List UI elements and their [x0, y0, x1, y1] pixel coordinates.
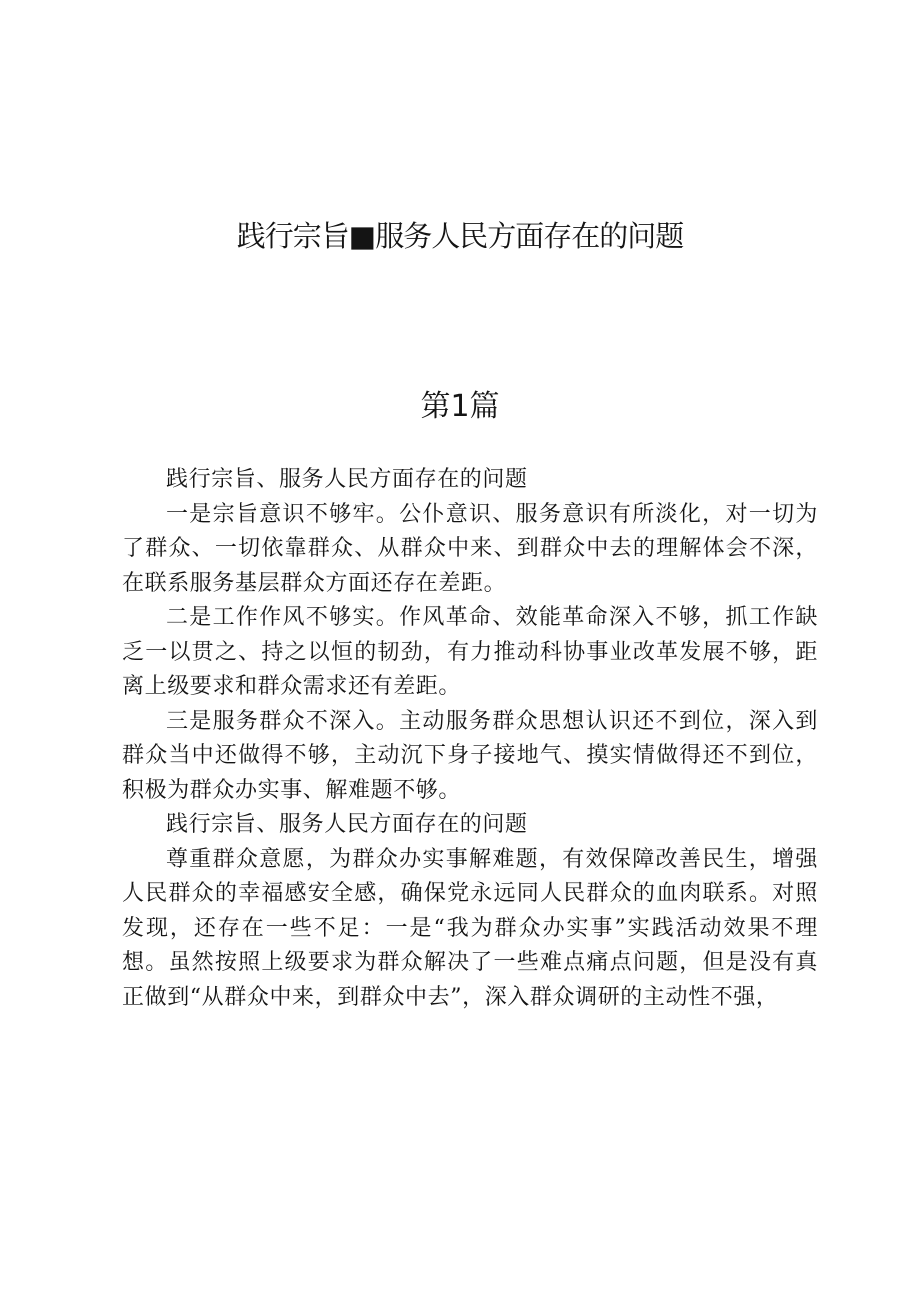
part-label: 第1篇: [420, 389, 500, 424]
document-title: 践行宗旨■服务人民方面存在的问题: [236, 219, 684, 253]
paragraph-3: 三是服务群众不深入。主动服务群众思想认识还不到位，深入到群众当中还做得不够，主动沉下身子接地气、摸实情做得还不到位，积极为群众办实事、解难题不够。: [122, 708, 818, 803]
paragraph-heading-1: 践行宗旨、服务人民方面存在的问题: [166, 467, 528, 492]
paragraph-1: 一是宗旨意识不够牢。公仆意识、服务意识有所淡化，对一切为了群众、一切依靠群众、从群众中来、到群众中去的理解体会不深，在联系服务基层群众方面还存在差距。: [122, 501, 818, 596]
paragraph-heading-2: 践行宗旨、服务人民方面存在的问题: [166, 812, 528, 837]
paragraph-4: 尊重群众意愿，为群众办实事解难题，有效保障改善民生，增强人民群众的幸福感安全感，确保党永远同人民群众的血肉联系。对照发现，还存在一些不足：一是“我为群众办实事”实践活动效果不理想。虽然按照上级要求为群众解决了一些难点痛点问题，但是没有真正做到“从群众中来，到群众中去”，深入群众调研的主动性不强，: [122, 846, 818, 1010]
document-body: [122, 463, 818, 1015]
paragraph-2: 二是工作作风不够实。作风革命、效能革命深入不够，抓工作缺乏一以贯之、持之以恒的韧劲，有力推动科协事业改革发展不够，距离上级要求和群众需求还有差距。: [122, 605, 818, 699]
